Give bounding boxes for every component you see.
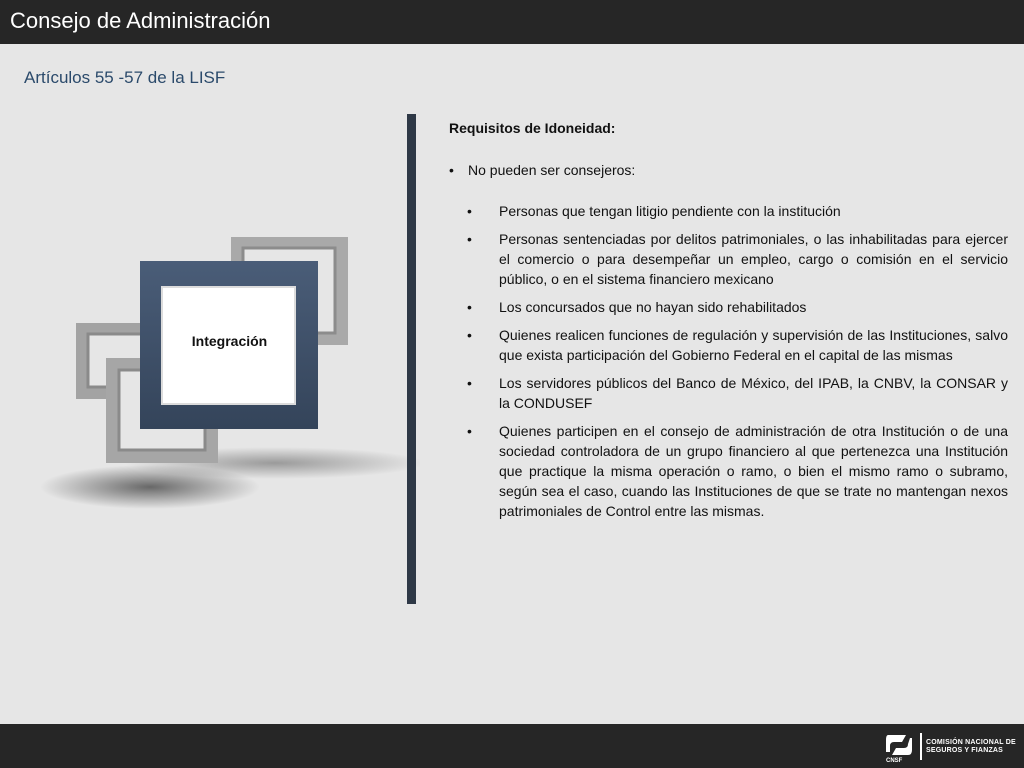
bullet-icon: • <box>467 423 472 439</box>
list-item: • Personas que tengan litigio pendiente con la institución <box>467 203 841 219</box>
logo-text-line1: COMISIÓN NACIONAL DE <box>926 739 1016 746</box>
title-bar <box>0 0 1024 44</box>
bullet-icon: • <box>467 327 472 343</box>
integration-graphic <box>40 225 420 515</box>
list-item: • Los servidores públicos del Banco de México, del IPAB, la CNBV, la CONSAR y la CONDUSEF <box>467 375 1008 411</box>
list-item: • Personas sentenciadas por delitos patrimoniales, o las inhabilitadas para ejercer el comercio o para desempeñar un empleo, cargo o comisión en el servicio público, o en el sistema financiero mexicano <box>467 231 1008 287</box>
graphic-label: Integración <box>191 333 268 349</box>
bullet-icon: • <box>467 231 472 247</box>
list-item: • Quienes realicen funciones de regulación y supervisión de las Instituciones, salvo que exista participación del Gobierno Federal en el capital de las mismas <box>467 327 1008 363</box>
slide-title: Consejo de Administración <box>10 8 271 33</box>
bullet-icon: • <box>467 299 472 315</box>
vertical-divider <box>407 114 416 604</box>
list-item: • Los concursados que no hayan sido rehabilitados <box>467 299 807 315</box>
logo-separator <box>920 733 922 760</box>
slide-subtitle: Artículos 55 -57 de la LISF <box>24 68 226 87</box>
cnsf-logo-icon <box>884 732 914 758</box>
list-item: • Quienes participen en el consejo de administración de otra Institución o de una sociedad controladora de un grupo financiero al que pertenezca una Institución que practique la misma operación o ramo, o bien el mismo ramo o subramo, según sea el caso, cuando las Instituciones de que se trate no mantengan nexos patrimoniales de Control entre las mismas. <box>467 423 1008 519</box>
main-bullet-text: No pueden ser consejeros: <box>468 162 636 178</box>
footer-bar <box>0 724 1024 768</box>
requirements-list <box>449 201 1008 529</box>
bullet-icon: • <box>467 375 472 391</box>
logo-abbreviation: CNSF <box>886 758 903 764</box>
logo-text-line2: SEGUROS Y FIANZAS <box>926 747 1004 754</box>
requirements-heading: Requisitos de Idoneidad: <box>449 120 616 136</box>
bullet-icon: • <box>449 162 454 178</box>
bullet-icon: • <box>467 203 472 219</box>
